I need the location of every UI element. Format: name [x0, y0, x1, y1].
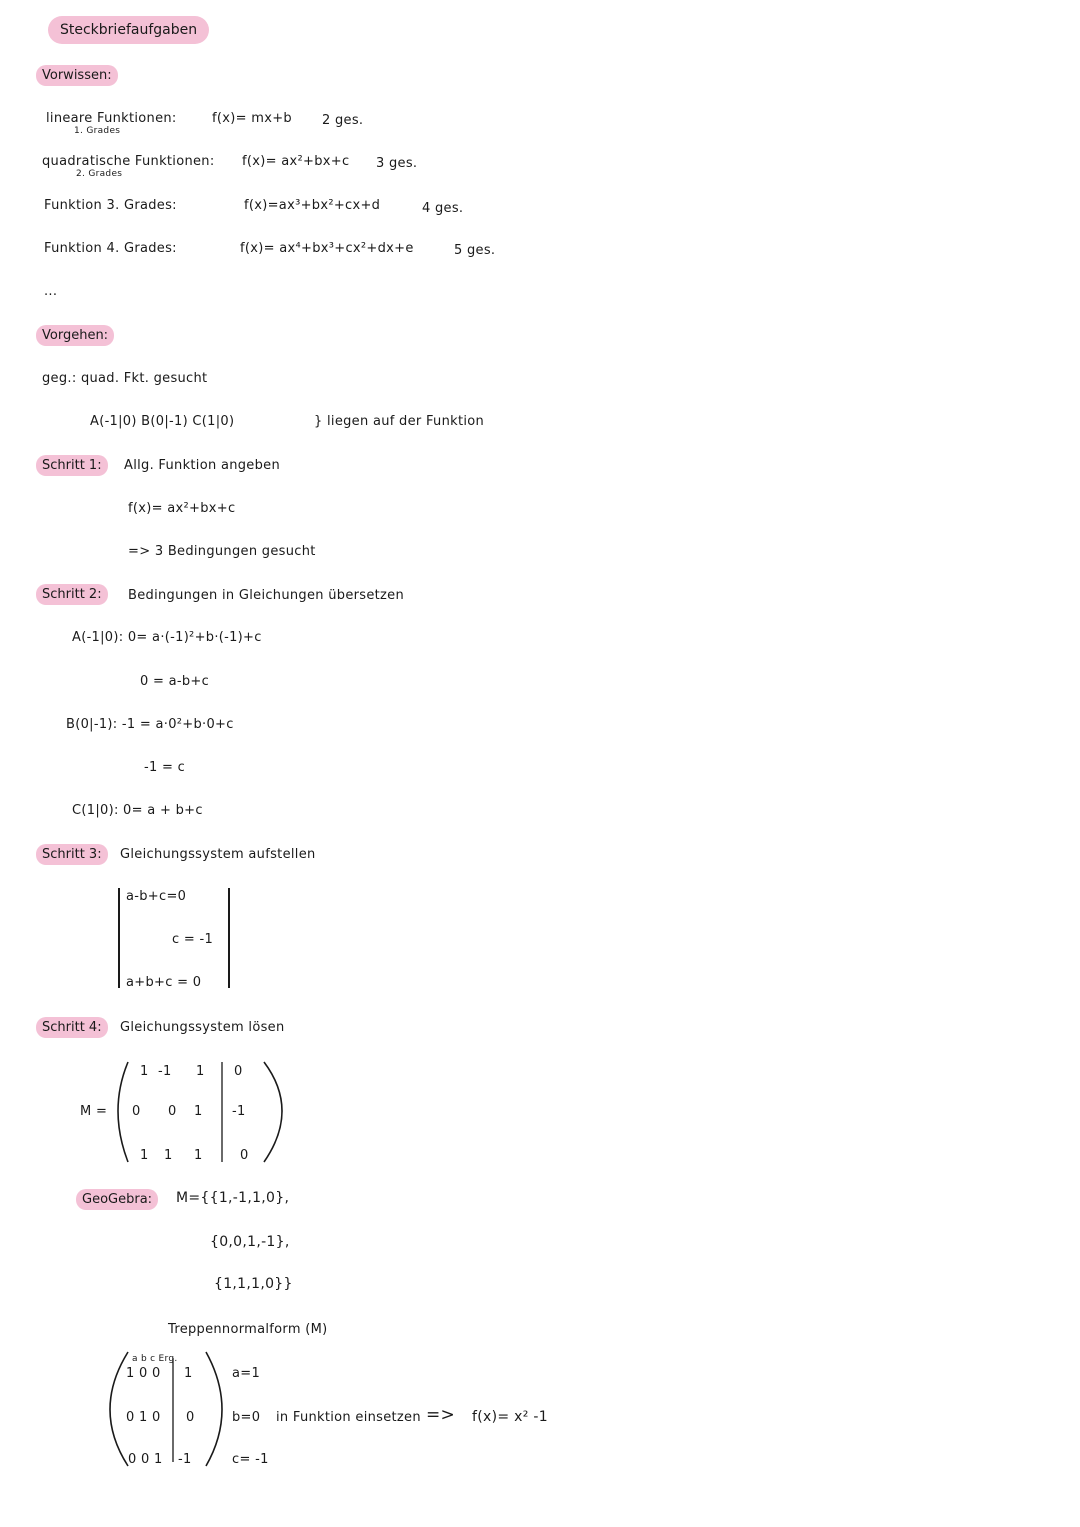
result-b: b=0 [232, 1410, 261, 1425]
quartic-formula: f(x)= ax⁴+bx³+cx²+dx+e [240, 241, 414, 256]
quartic-count: 5 ges. [454, 243, 496, 258]
matrix-cell: 0 [240, 1148, 249, 1163]
cubic-count: 4 ges. [422, 201, 464, 216]
treppen-erg-2: 0 [186, 1410, 195, 1425]
equation-a-simplified: 0 = a-b+c [140, 674, 210, 689]
page-title: Steckbriefaufgaben [48, 16, 209, 44]
vorwissen-heading: Vorwissen: [36, 65, 118, 86]
implication-arrow: => [426, 1405, 456, 1425]
matrix-cell: 0 [234, 1064, 243, 1079]
matrix-left-paren [118, 1062, 128, 1162]
system-left-bar [118, 888, 120, 988]
equation-c: C(1|0): 0= a + b+c [72, 803, 203, 818]
matrix-cell: 1 [140, 1148, 149, 1163]
cubic-formula: f(x)=ax³+bx²+cx+d [244, 198, 381, 213]
schritt2-text: Bedingungen in Gleichungen übersetzen [128, 588, 404, 603]
matrix-cell: -1 [232, 1104, 246, 1119]
matrix-cell: 1 [194, 1104, 203, 1119]
schritt1-tag: Schritt 1: [36, 455, 108, 476]
matrix-label: M = [80, 1104, 108, 1119]
matrix-cell: 0 [168, 1104, 177, 1119]
treppen-row-1: 1 0 0 [126, 1366, 161, 1381]
given-text: geg.: quad. Fkt. gesucht [42, 371, 208, 386]
quartic-label: Funktion 4. Grades: [44, 241, 177, 256]
matrix-cell: 1 [140, 1064, 149, 1079]
cubic-label: Funktion 3. Grades: [44, 198, 177, 213]
schritt4-text: Gleichungssystem lösen [120, 1020, 285, 1035]
treppen-row-2: 0 1 0 [126, 1410, 161, 1425]
treppen-title: Treppennormalform (M) [168, 1322, 328, 1337]
matrix-cell: 1 [194, 1148, 203, 1163]
quadratic-label: quadratische Funktionen: [42, 154, 215, 169]
matrix-cell: -1 [158, 1064, 172, 1079]
schritt2-tag: Schritt 2: [36, 584, 108, 605]
quadratic-formula: f(x)= ax²+bx+c [242, 154, 350, 169]
equation-a: A(-1|0): 0= a·(-1)²+b·(-1)+c [72, 630, 262, 645]
given-points: A(-1|0) B(0|-1) C(1|0) [90, 414, 235, 429]
geogebra-line-3: {1,1,1,0}} [214, 1276, 293, 1292]
system-eq-3: a+b+c = 0 [126, 975, 202, 990]
linear-label: lineare Funktionen: [46, 111, 177, 126]
geogebra-line-2: {0,0,1,-1}, [210, 1234, 290, 1250]
treppen-erg-1: 1 [184, 1366, 193, 1381]
linear-count: 2 ges. [322, 113, 364, 128]
matrix-cell: 0 [132, 1104, 141, 1119]
equation-b: B(0|-1): -1 = a·0²+b·0+c [66, 717, 234, 732]
ellipsis: ... [44, 284, 58, 299]
system-eq-1: a-b+c=0 [126, 889, 187, 904]
treppen-header: a b c Erg. [132, 1354, 178, 1364]
linear-formula: f(x)= mx+b [212, 111, 292, 126]
matrix-cell: 1 [164, 1148, 173, 1163]
schritt1-formula: f(x)= ax²+bx+c [128, 501, 236, 516]
result-a: a=1 [232, 1366, 261, 1381]
treppen-row-3: 0 0 1 [128, 1452, 163, 1467]
treppen-erg-3: -1 [178, 1452, 192, 1467]
result-c: c= -1 [232, 1452, 269, 1467]
matrix-right-paren [264, 1062, 282, 1162]
linear-sub: 1. Grades [74, 126, 121, 136]
points-note: } liegen auf der Funktion [314, 414, 485, 429]
schritt1-note: => 3 Bedingungen gesucht [128, 544, 316, 559]
final-function: f(x)= x² -1 [472, 1409, 548, 1425]
treppen-right-paren [206, 1352, 222, 1466]
schritt3-tag: Schritt 3: [36, 844, 108, 865]
geogebra-tag: GeoGebra: [76, 1189, 158, 1210]
schritt1-text: Allg. Funktion angeben [124, 458, 280, 473]
system-right-bar [228, 888, 230, 988]
equation-b-simplified: -1 = c [144, 760, 186, 775]
einsetzen-text: in Funktion einsetzen [276, 1410, 421, 1425]
quadratic-sub: 2. Grades [76, 169, 123, 179]
vorgehen-heading: Vorgehen: [36, 325, 114, 346]
quadratic-count: 3 ges. [376, 156, 418, 171]
system-eq-2: c = -1 [172, 932, 214, 947]
matrix-cell: 1 [196, 1064, 205, 1079]
geogebra-line-1: M={{1,-1,1,0}, [176, 1190, 290, 1206]
schritt4-tag: Schritt 4: [36, 1017, 108, 1038]
schritt3-text: Gleichungssystem aufstellen [120, 847, 316, 862]
